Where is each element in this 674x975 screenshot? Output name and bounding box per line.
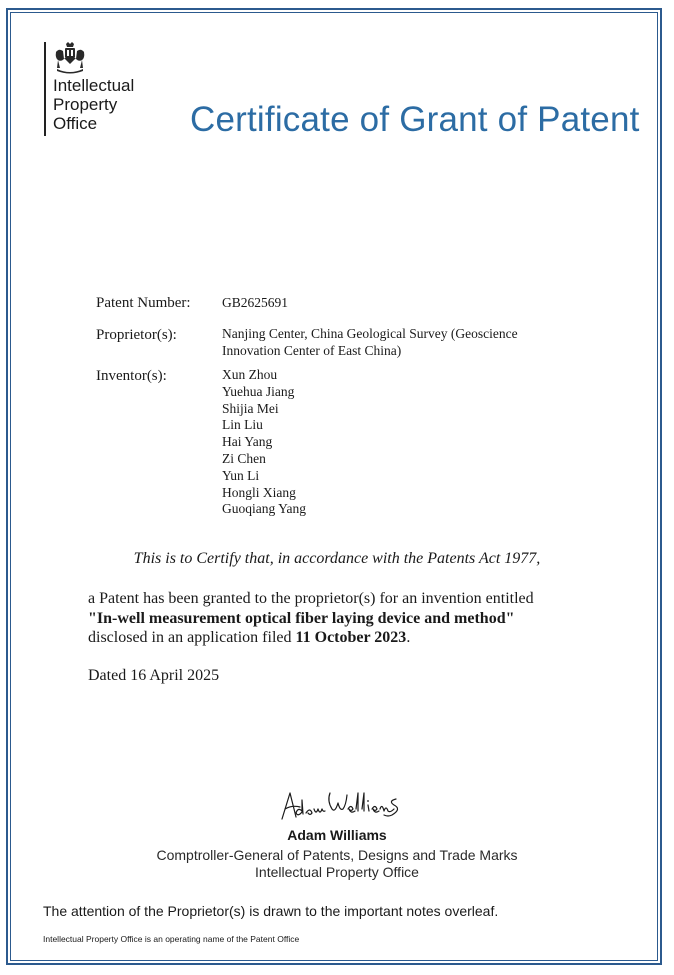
- signatory-name: Adam Williams: [287, 827, 387, 843]
- filing-date: 11 October 2023: [295, 629, 407, 646]
- patent-number-label: Patent Number:: [96, 295, 191, 311]
- proprietor-line: Nanjing Center, China Geological Survey (Geoscience: [222, 326, 518, 341]
- handwritten-signature: [278, 787, 414, 827]
- logo-line: Property: [53, 95, 118, 114]
- logo-wordmark: [53, 76, 173, 133]
- inventor-label: Inventor(s):: [96, 368, 167, 384]
- signatory-role: Comptroller-General of Patents, Designs and Trade Marks: [156, 847, 518, 863]
- inventor-name: Hai Yang: [222, 434, 273, 450]
- logo-line: Office: [53, 114, 98, 133]
- inventor-name: Yuehua Jiang: [222, 383, 295, 399]
- inventor-name: Xun Zhou: [222, 367, 278, 382]
- proprietor-label: Proprietor(s):: [96, 327, 177, 343]
- proprietor-value: [222, 326, 582, 360]
- grant-line-3: [88, 628, 588, 648]
- inventor-list: [222, 367, 582, 518]
- invention-title-text: "In-well measurement optical fiber laying device and method": [88, 609, 515, 627]
- logo-divider: [44, 42, 46, 136]
- certification-statement: This is to Certify that, in accordance with the Patents Act 1977,: [133, 550, 541, 567]
- inventor-name: Zi Chen: [222, 450, 266, 466]
- grant-date: Dated 16 April 2025: [88, 667, 220, 684]
- certificate-title: Certificate of Grant of Patent: [190, 100, 640, 139]
- royal-coat-of-arms-icon: [52, 42, 88, 74]
- signatory-office: Intellectual Property Office: [255, 864, 419, 880]
- filing-prefix: disclosed in an application filed: [88, 629, 296, 646]
- inventor-name: Lin Liu: [222, 417, 263, 433]
- operating-name-note: Intellectual Property Office is an operating name of the Patent Office: [43, 934, 300, 944]
- proprietor-line: Innovation Center of East China): [222, 342, 402, 358]
- filing-suffix: .: [406, 629, 411, 646]
- invention-title: [88, 609, 588, 629]
- inventor-name: Yun Li: [222, 467, 260, 483]
- inventor-name: Shijia Mei: [222, 400, 279, 416]
- grant-text: [88, 589, 588, 648]
- patent-number-value: GB2625691: [222, 295, 289, 310]
- attention-notice: The attention of the Proprietor(s) is drawn to the important notes overleaf.: [43, 903, 499, 919]
- inventor-name: Hongli Xiang: [222, 484, 296, 500]
- logo-line: Intellectual: [53, 76, 135, 95]
- inventor-name: Guoqiang Yang: [222, 501, 307, 517]
- grant-line-1: a Patent has been granted to the proprietor(s) for an invention entitled: [88, 590, 534, 607]
